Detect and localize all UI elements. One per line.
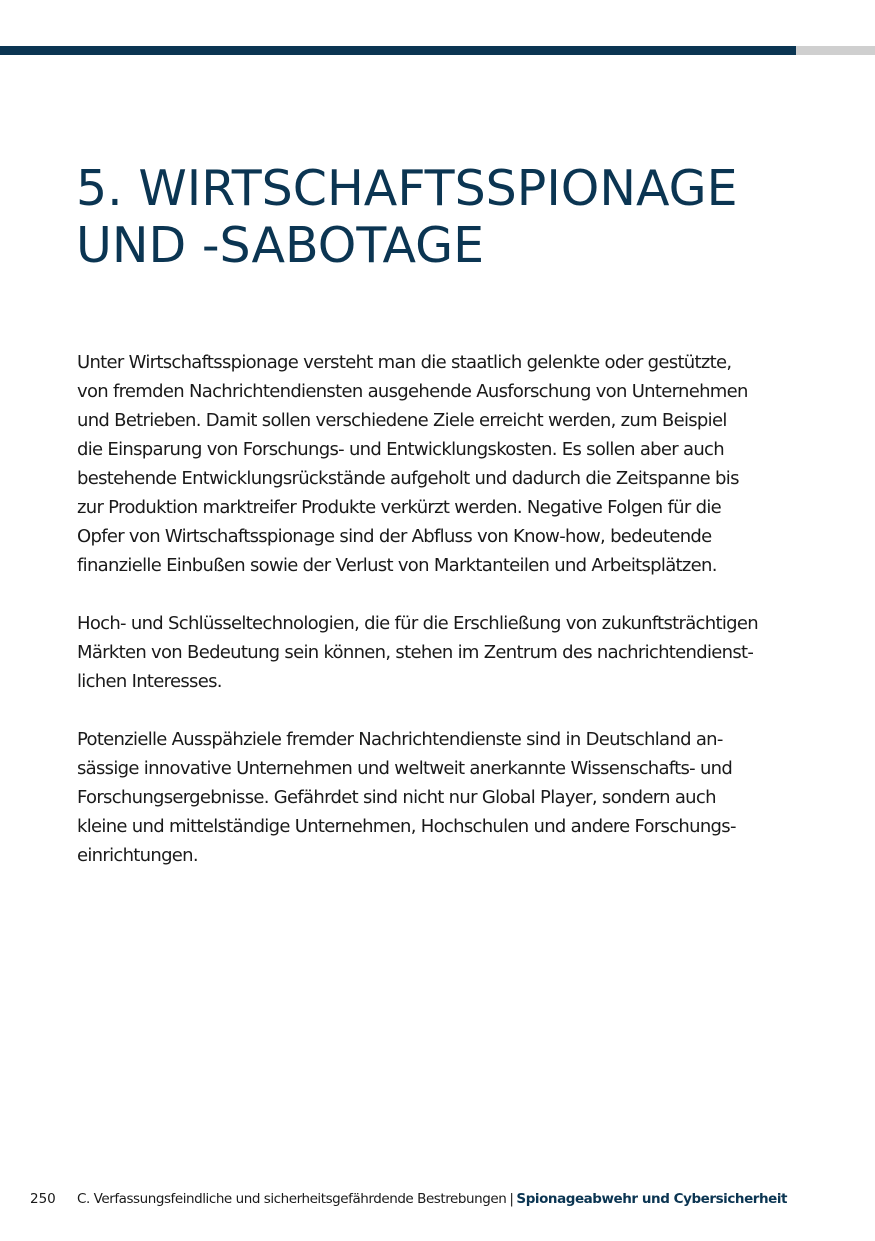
text-line: finanzielle Einbußen sowie der Verlust von Marktanteilen und Arbeitsplätzen. — [77, 555, 717, 576]
text-line: lichen Interesses. — [77, 671, 222, 692]
footer-separator: | — [509, 1191, 514, 1207]
body-text — [77, 348, 797, 899]
footer-section-title: C. Verfassungsfeindliche und sicherheitsgefährdende Bestrebungen — [77, 1191, 507, 1207]
text-line: einrichtungen. — [77, 845, 198, 866]
text-line: Potenzielle Ausspähziele fremder Nachrichtendienste sind in Deutschland an- — [77, 729, 723, 750]
text-line: Forschungsergebnisse. Gefährdet sind nicht nur Global Player, sondern auch — [77, 787, 716, 808]
footer-chapter-title: Spionageabwehr und Cybersicherheit — [516, 1191, 788, 1207]
chapter-title — [76, 160, 738, 274]
text-line: Märkten von Bedeutung sein können, stehen im Zentrum des nachrichtendienst- — [77, 642, 754, 663]
text-line: sässige innovative Unternehmen und weltweit anerkannte Wissenschafts- und — [77, 758, 733, 779]
paragraph-1 — [77, 348, 797, 580]
header-rule-tail — [796, 46, 875, 55]
page-number: 250 — [30, 1191, 56, 1207]
text-line: Opfer von Wirtschaftsspionage sind der Abfluss von Know-how, bedeutende — [77, 526, 712, 547]
chapter-title-line-2: UND -SABOTAGE — [76, 217, 485, 274]
paragraph-2 — [77, 609, 797, 696]
text-line: die Einsparung von Forschungs- und Entwicklungskosten. Es sollen aber auch — [77, 439, 724, 460]
header-rule — [0, 46, 796, 55]
text-line: zur Produktion marktreifer Produkte verkürzt werden. Negative Folgen für die — [77, 497, 722, 518]
text-line: Unter Wirtschaftsspionage versteht man die staatlich gelenkte oder gestützte, — [77, 352, 732, 373]
text-line: Hoch- und Schlüsseltechnologien, die für die Erschließung von zukunftsträchtigen — [77, 613, 758, 634]
text-line: bestehende Entwicklungsrückstände aufgeholt und dadurch die Zeitspanne bis — [77, 468, 739, 489]
text-line: und Betrieben. Damit sollen verschiedene Ziele erreicht werden, zum Beispiel — [77, 410, 727, 431]
text-line: von fremden Nachrichtendiensten ausgehende Ausforschung von Unternehmen — [77, 381, 748, 402]
footer-running-head — [77, 1191, 787, 1207]
page-footer — [0, 1189, 875, 1211]
text-line: kleine und mittelständige Unternehmen, Hochschulen und andere Forschungs- — [77, 816, 736, 837]
chapter-title-line-1: 5. WIRTSCHAFTSSPIONAGE — [76, 160, 738, 217]
paragraph-3 — [77, 725, 797, 870]
